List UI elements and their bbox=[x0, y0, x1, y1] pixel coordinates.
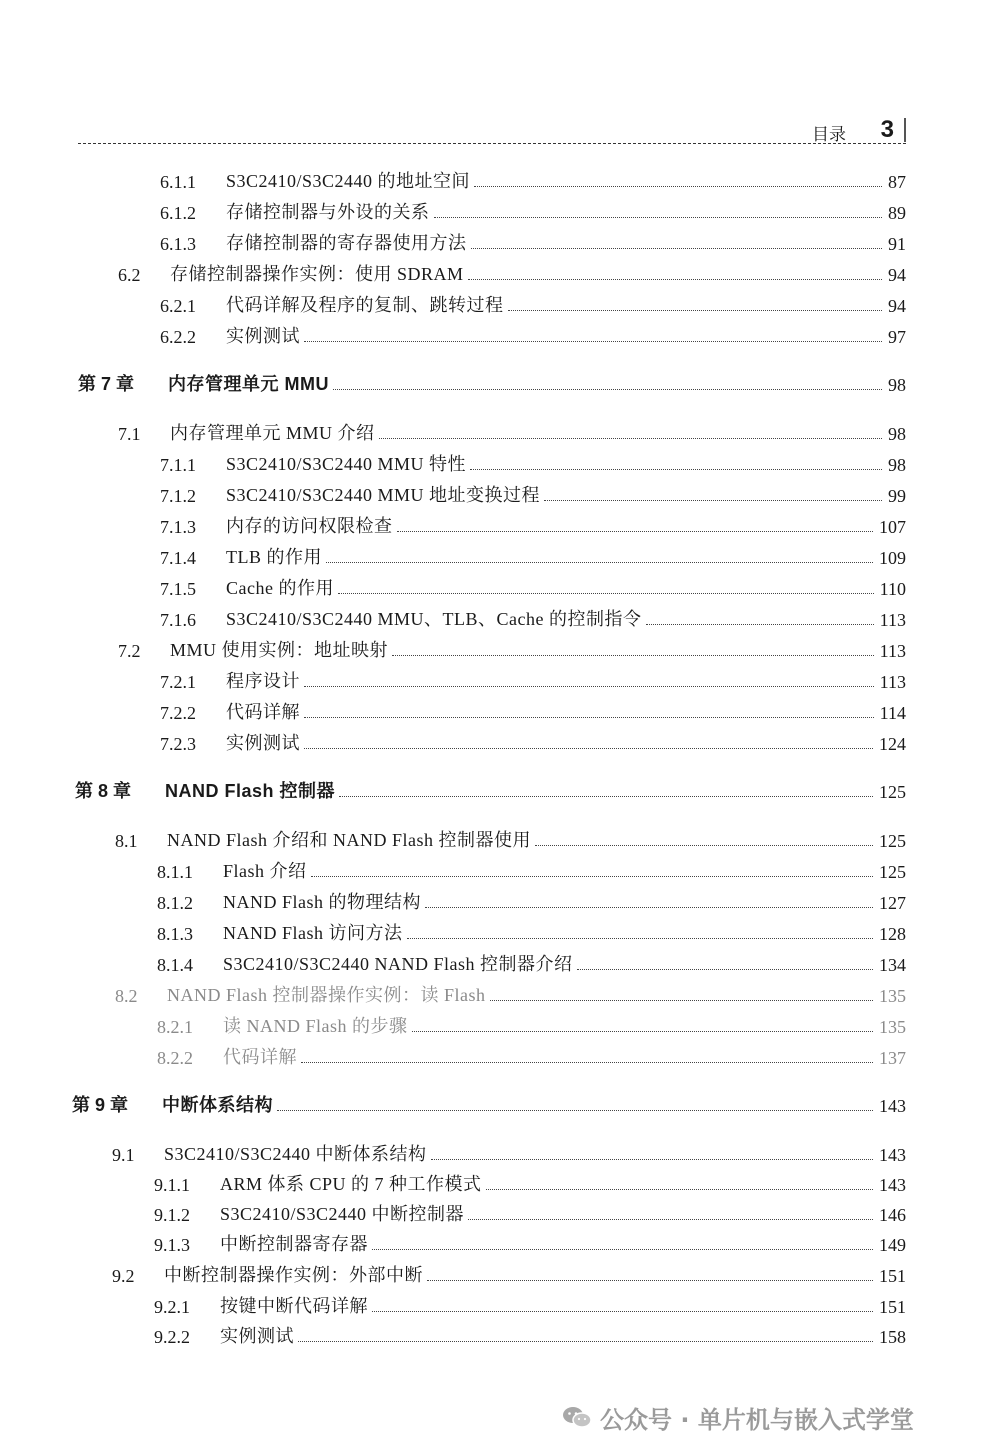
toc-leader-dots bbox=[468, 278, 882, 280]
toc-title: S3C2410/S3C2440 中断控制器 bbox=[220, 1204, 465, 1224]
toc-title: 代码详解 bbox=[223, 1047, 297, 1067]
toc-leader-dots bbox=[304, 747, 873, 749]
toc-subsection-entry bbox=[160, 510, 906, 538]
toc-leader-dots bbox=[468, 1218, 873, 1220]
toc-title: TLB 的作用 bbox=[226, 547, 322, 567]
header-divider bbox=[78, 143, 906, 144]
toc-page-number: 107 bbox=[879, 517, 906, 537]
toc-number: 9.1 bbox=[112, 1145, 135, 1165]
toc-leader-dots bbox=[338, 592, 874, 594]
toc-subsection-entry bbox=[154, 1228, 906, 1256]
toc-number: 6.1.3 bbox=[160, 234, 196, 254]
toc-number: 7.1.3 bbox=[160, 517, 196, 537]
toc-page-number: 135 bbox=[879, 986, 906, 1006]
toc-subsection-entry bbox=[160, 227, 906, 255]
toc-title: 内存管理单元 MMU bbox=[168, 374, 329, 394]
toc-subsection-entry bbox=[160, 541, 906, 569]
toc-page-number: 143 bbox=[879, 1096, 906, 1116]
toc-title: 存储控制器与外设的关系 bbox=[226, 202, 430, 222]
toc-number: 6.2.1 bbox=[160, 296, 196, 316]
toc-leader-dots bbox=[372, 1248, 873, 1250]
toc-section-entry bbox=[115, 979, 906, 1007]
toc-number: 9.1.2 bbox=[154, 1205, 190, 1225]
toc-page-number: 124 bbox=[879, 734, 906, 754]
toc-number: 9.2.1 bbox=[154, 1297, 190, 1317]
toc-title: 程序设计 bbox=[226, 671, 300, 691]
toc-page-number: 146 bbox=[879, 1205, 906, 1225]
toc-page-number: 98 bbox=[888, 375, 906, 395]
toc-number: 7.2.3 bbox=[160, 734, 196, 754]
toc-number: 8.2.1 bbox=[157, 1017, 193, 1037]
toc-leader-dots bbox=[339, 795, 873, 797]
toc-number: 第 9 章 bbox=[72, 1095, 129, 1115]
toc-leader-dots bbox=[277, 1109, 873, 1111]
toc-title: MMU 使用实例：地址映射 bbox=[170, 640, 389, 660]
toc-subsection-entry bbox=[160, 320, 906, 348]
header-bar bbox=[904, 118, 906, 142]
toc-title: 中断体系结构 bbox=[162, 1095, 273, 1115]
toc-title: Flash 介绍 bbox=[223, 861, 307, 881]
toc-leader-dots bbox=[646, 623, 874, 625]
toc-subsection-entry bbox=[154, 1198, 906, 1226]
toc-leader-dots bbox=[474, 185, 882, 187]
toc-title: 内存管理单元 MMU 介绍 bbox=[170, 423, 375, 443]
toc-subsection-entry bbox=[160, 696, 906, 724]
toc-title: S3C2410/S3C2440 MMU 特性 bbox=[226, 454, 467, 474]
toc-title: 实例测试 bbox=[226, 326, 300, 346]
toc-subsection-entry bbox=[157, 855, 906, 883]
toc-page-number: 97 bbox=[888, 327, 906, 347]
toc-leader-dots bbox=[470, 468, 882, 470]
toc-number: 6.1.1 bbox=[160, 172, 196, 192]
toc-page-number: 98 bbox=[888, 455, 906, 475]
toc-section-entry bbox=[112, 1138, 906, 1166]
toc-leader-dots bbox=[379, 437, 882, 439]
toc-leader-dots bbox=[427, 1279, 873, 1281]
toc-leader-dots bbox=[544, 499, 882, 501]
toc-page-number: 125 bbox=[879, 862, 906, 882]
toc-leader-dots bbox=[407, 937, 873, 939]
toc-title: S3C2410/S3C2440 NAND Flash 控制器介绍 bbox=[223, 954, 573, 974]
toc-leader-dots bbox=[508, 309, 883, 311]
toc-page-number: 143 bbox=[879, 1175, 906, 1195]
toc-number: 8.1.3 bbox=[157, 924, 193, 944]
toc-title: S3C2410/S3C2440 MMU 地址变换过程 bbox=[226, 485, 541, 505]
toc-title: NAND Flash 控制器 bbox=[165, 781, 336, 801]
toc-number: 9.2 bbox=[112, 1266, 135, 1286]
toc-page-number: 87 bbox=[888, 172, 906, 192]
toc-page-number: 135 bbox=[879, 1017, 906, 1037]
toc-subsection-entry bbox=[157, 1041, 906, 1069]
toc-chapter-entry bbox=[75, 775, 906, 803]
toc-leader-dots bbox=[434, 216, 883, 218]
toc-page-number: 143 bbox=[879, 1145, 906, 1165]
toc-page-number: 110 bbox=[879, 579, 906, 599]
toc-subsection-entry bbox=[157, 948, 906, 976]
toc-leader-dots bbox=[577, 968, 873, 970]
toc-page-number: 125 bbox=[879, 782, 906, 802]
toc-title: Cache 的作用 bbox=[226, 578, 334, 598]
toc-leader-dots bbox=[431, 1158, 873, 1160]
toc-number: 9.2.2 bbox=[154, 1327, 190, 1347]
toc-number: 6.2.2 bbox=[160, 327, 196, 347]
watermark-text: 公众号 · 单片机与嵌入式学堂 bbox=[600, 1405, 914, 1434]
toc-number: 8.2.2 bbox=[157, 1048, 193, 1068]
toc-title: NAND Flash 的物理结构 bbox=[223, 892, 422, 912]
toc-number: 8.1.4 bbox=[157, 955, 193, 975]
toc-leader-dots bbox=[304, 716, 874, 718]
toc-number: 8.1.2 bbox=[157, 893, 193, 913]
toc-subsection-entry bbox=[160, 448, 906, 476]
toc-page-number: 128 bbox=[879, 924, 906, 944]
toc-leader-dots bbox=[486, 1188, 873, 1190]
toc-number: 9.1.1 bbox=[154, 1175, 190, 1195]
toc-number: 9.1.3 bbox=[154, 1235, 190, 1255]
toc-leader-dots bbox=[304, 340, 882, 342]
toc-page-number: 127 bbox=[879, 893, 906, 913]
toc-page-number: 151 bbox=[879, 1297, 906, 1317]
toc-number: 7.1.1 bbox=[160, 455, 196, 475]
toc-page-number: 113 bbox=[879, 641, 906, 661]
toc-page-number: 91 bbox=[888, 234, 906, 254]
toc-subsection-entry bbox=[160, 665, 906, 693]
toc-leader-dots bbox=[392, 654, 874, 656]
toc-number: 7.1.2 bbox=[160, 486, 196, 506]
toc-title: 中断控制器寄存器 bbox=[220, 1234, 368, 1254]
toc-chapter-entry bbox=[78, 368, 906, 396]
toc-page-number: 149 bbox=[879, 1235, 906, 1255]
toc-page-number: 109 bbox=[879, 548, 906, 568]
toc-number: 7.2.2 bbox=[160, 703, 196, 723]
toc-subsection-entry bbox=[160, 479, 906, 507]
toc-leader-dots bbox=[304, 685, 874, 687]
toc-title: S3C2410/S3C2440 MMU、TLB、Cache 的控制指令 bbox=[226, 609, 642, 629]
toc-page-number: 114 bbox=[879, 703, 906, 723]
toc-page-number: 98 bbox=[888, 424, 906, 444]
toc-leader-dots bbox=[397, 530, 874, 532]
toc-section-entry bbox=[115, 824, 906, 852]
toc-subsection-entry bbox=[160, 165, 906, 193]
toc-leader-dots bbox=[301, 1061, 873, 1063]
toc-title: 中断控制器操作实例：外部中断 bbox=[164, 1265, 423, 1285]
watermark bbox=[562, 1400, 914, 1434]
toc-section-entry bbox=[118, 417, 906, 445]
toc-section-entry bbox=[118, 258, 906, 286]
toc-page-number: 125 bbox=[879, 831, 906, 851]
toc-page-number: 94 bbox=[888, 265, 906, 285]
toc-page-number: 134 bbox=[879, 955, 906, 975]
toc-page-number: 151 bbox=[879, 1266, 906, 1286]
toc-leader-dots bbox=[311, 875, 873, 877]
toc-title: S3C2410/S3C2440 中断体系结构 bbox=[164, 1144, 427, 1164]
toc-title: 存储控制器操作实例：使用 SDRAM bbox=[170, 264, 464, 284]
toc-number: 7.2.1 bbox=[160, 672, 196, 692]
toc-number: 8.1.1 bbox=[157, 862, 193, 882]
toc-page-number: 113 bbox=[879, 672, 906, 692]
toc-number: 8.1 bbox=[115, 831, 138, 851]
toc-subsection-entry bbox=[157, 886, 906, 914]
toc-number: 7.1.5 bbox=[160, 579, 196, 599]
toc-section-entry bbox=[112, 1259, 906, 1287]
toc-title: 代码详解 bbox=[226, 702, 300, 722]
toc-subsection-entry bbox=[160, 603, 906, 631]
toc-title: ARM 体系 CPU 的 7 种工作模式 bbox=[220, 1174, 482, 1194]
toc-title: NAND Flash 访问方法 bbox=[223, 923, 403, 943]
toc-title: NAND Flash 控制器操作实例：读 Flash bbox=[167, 985, 486, 1005]
toc-number: 7.1 bbox=[118, 424, 141, 444]
toc-page-number: 158 bbox=[879, 1327, 906, 1347]
toc-leader-dots bbox=[425, 906, 873, 908]
header-section-label: 目录 bbox=[812, 125, 846, 145]
toc-leader-dots bbox=[372, 1310, 873, 1312]
toc-number: 第 7 章 bbox=[78, 374, 135, 394]
toc-subsection-entry bbox=[160, 289, 906, 317]
header-page-number: 3 bbox=[880, 116, 894, 143]
toc-title: 实例测试 bbox=[220, 1326, 294, 1346]
toc-subsection-entry bbox=[157, 1010, 906, 1038]
toc-leader-dots bbox=[471, 247, 883, 249]
toc-subsection-entry bbox=[160, 196, 906, 224]
toc-leader-dots bbox=[412, 1030, 873, 1032]
toc-chapter-entry bbox=[72, 1089, 906, 1117]
toc-title: S3C2410/S3C2440 的地址空间 bbox=[226, 171, 471, 191]
toc-page-number: 94 bbox=[888, 296, 906, 316]
toc-title: 内存的访问权限检查 bbox=[226, 516, 393, 536]
toc-page-number: 113 bbox=[879, 610, 906, 630]
toc-leader-dots bbox=[490, 999, 873, 1001]
page-header bbox=[78, 118, 906, 144]
toc-subsection-entry bbox=[154, 1320, 906, 1348]
toc-number: 8.2 bbox=[115, 986, 138, 1006]
toc-number: 7.1.6 bbox=[160, 610, 196, 630]
toc-number: 7.2 bbox=[118, 641, 141, 661]
toc-title: NAND Flash 介绍和 NAND Flash 控制器使用 bbox=[167, 830, 532, 850]
toc-subsection-entry bbox=[154, 1168, 906, 1196]
toc-page-number: 99 bbox=[888, 486, 906, 506]
toc-number: 6.2 bbox=[118, 265, 141, 285]
toc-number: 7.1.4 bbox=[160, 548, 196, 568]
toc-leader-dots bbox=[333, 388, 882, 390]
toc-title: 按键中断代码详解 bbox=[220, 1296, 368, 1316]
toc-page-number: 137 bbox=[879, 1048, 906, 1068]
wechat-icon bbox=[562, 1405, 592, 1429]
toc-number: 6.1.2 bbox=[160, 203, 196, 223]
toc-section-entry bbox=[118, 634, 906, 662]
toc-subsection-entry bbox=[160, 572, 906, 600]
toc-leader-dots bbox=[326, 561, 873, 563]
toc-title: 读 NAND Flash 的步骤 bbox=[223, 1016, 408, 1036]
toc-page-number: 89 bbox=[888, 203, 906, 223]
toc-subsection-entry bbox=[154, 1290, 906, 1318]
toc-title: 代码详解及程序的复制、跳转过程 bbox=[226, 295, 504, 315]
toc-title: 存储控制器的寄存器使用方法 bbox=[226, 233, 467, 253]
toc-leader-dots bbox=[535, 844, 873, 846]
toc-leader-dots bbox=[298, 1340, 873, 1342]
toc-subsection-entry bbox=[157, 917, 906, 945]
toc-number: 第 8 章 bbox=[75, 781, 132, 801]
toc-title: 实例测试 bbox=[226, 733, 300, 753]
toc-subsection-entry bbox=[160, 727, 906, 755]
